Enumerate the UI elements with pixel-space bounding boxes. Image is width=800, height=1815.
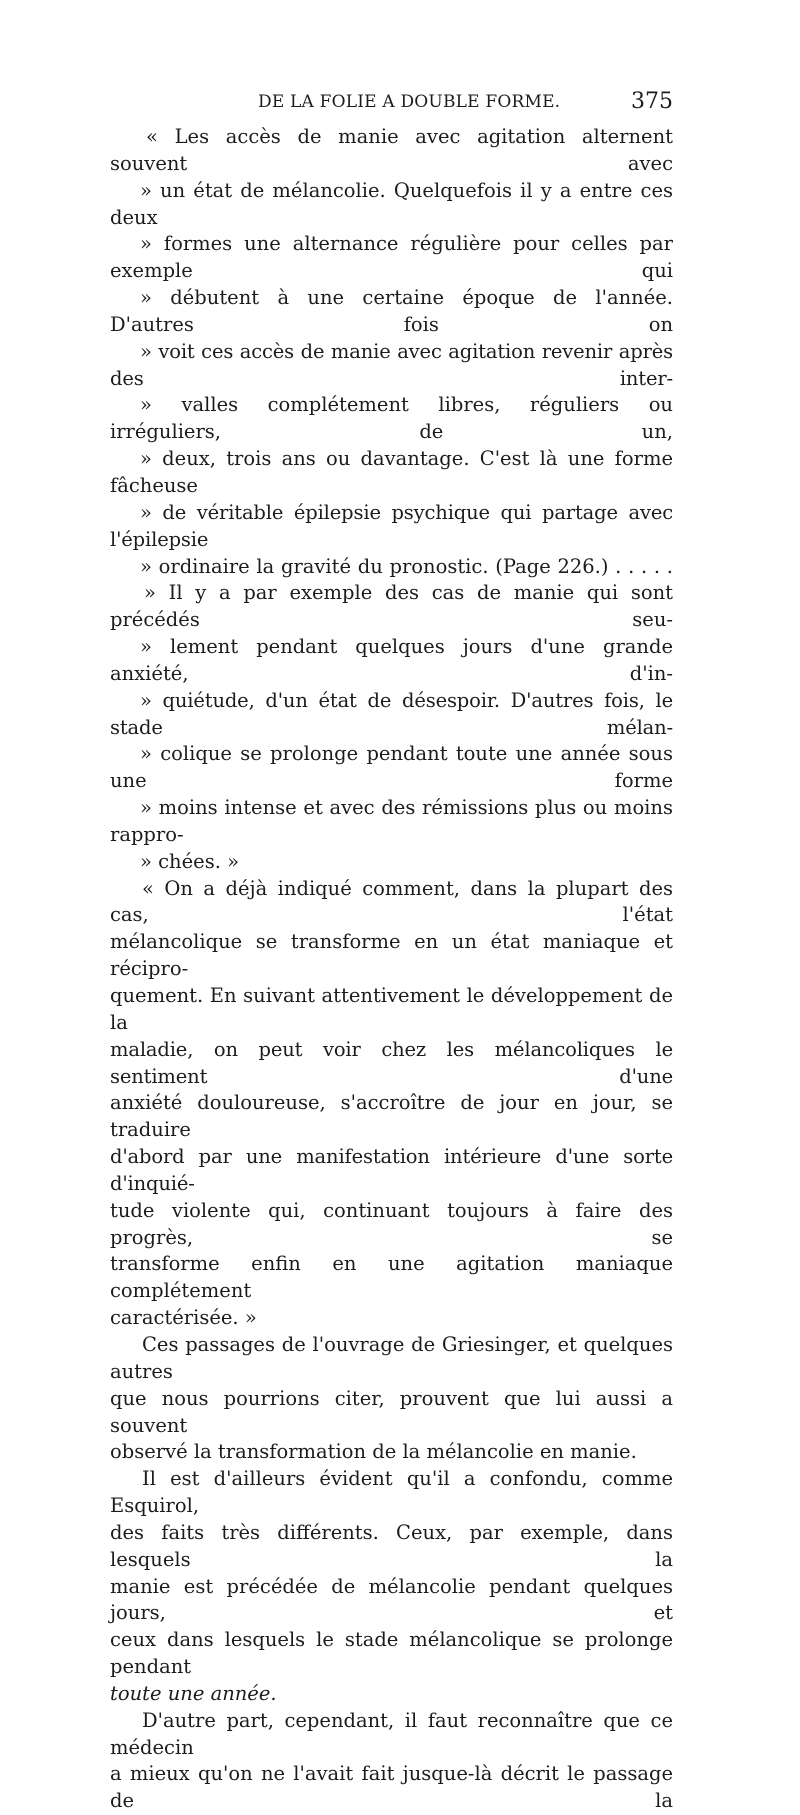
text-line: » débutent à une certaine époque de l'année. D'autres fois on — [110, 286, 673, 336]
text-line: caractérisée. » — [110, 1306, 257, 1330]
page-number: 375 — [631, 89, 673, 114]
text-line: manie est précédée de mélancolie pendant quelques jours, et — [110, 1574, 673, 1625]
text-line: Ces passages de l'ouvrage de Griesinger, et quelques autres — [110, 1332, 673, 1383]
text-line: » quiétude, d'un état de désespoir. D'autres fois, le stade mélan- — [110, 688, 673, 739]
text-line: » voit ces accès de manie avec agitation revenir après des inter- — [110, 339, 673, 390]
text-line: » Il y a par exemple des cas de manie qui sont précédés seu- — [110, 581, 673, 632]
text-line: a mieux qu'on ne l'avait fait jusque-là décrit le passage de la — [110, 1762, 673, 1813]
text-line: » formes une alternance régulière pour celles par exemple qui — [110, 232, 673, 283]
text-line: tude violente qui, continuant toujours à faire des progrès, se — [110, 1198, 673, 1249]
text-line: « Les accès de manie avec agitation alternent souvent avec — [110, 125, 673, 175]
running-title: DE LA FOLIE A DOUBLE FORME. — [258, 92, 561, 112]
text-line: » ordinaire la gravité du pronostic. (Page 226.) . . . . . — [140, 554, 673, 578]
text-line: » chées. » — [140, 849, 240, 873]
text-line: observé la transformation de la mélancolie en manie. — [110, 1440, 637, 1464]
page-header — [110, 89, 673, 122]
text-line: transforme enfin en une agitation maniaque complétement — [110, 1252, 673, 1303]
text-line: que nous pourrions citer, prouvent que lui aussi a souvent — [110, 1386, 673, 1437]
text-line: toute une année. — [110, 1681, 277, 1705]
text-line: « On a déjà indiqué comment, dans la plupart des cas, l'état — [110, 876, 673, 927]
text-line: mélancolique se transforme en un état maniaque et récipro- — [110, 930, 673, 981]
text-line: » un état de mélancolie. Quelquefois il y a entre ces deux — [110, 178, 673, 229]
text-line: » valles complétement libres, réguliers ou irréguliers, de un, — [110, 393, 673, 444]
text-line: » moins intense et avec des rémissions plus ou moins rappro- — [110, 796, 673, 846]
text-line: Il est d'ailleurs évident qu'il a confondu, comme Esquirol, — [110, 1467, 673, 1518]
text-line: d'abord par une manifestation intérieure d'une sorte d'inquié- — [110, 1145, 673, 1195]
text-line: maladie, on peut voir chez les mélancoliques le sentiment d'une — [110, 1037, 673, 1088]
text-line: D'autre part, cependant, il faut reconnaître que ce médecin — [110, 1708, 673, 1759]
text-line: » colique se prolonge pendant toute une année sous une forme — [110, 742, 673, 793]
text-line: » deux, trois ans ou davantage. C'est là une forme fâcheuse — [110, 447, 673, 497]
text-line: anxiété douloureuse, s'accroître de jour en jour, se traduire — [110, 1091, 673, 1142]
text-line: des faits très différents. Ceux, par exemple, dans lesquels la — [110, 1520, 673, 1571]
text-line: ceux dans lesquels le stade mélancolique se prolonge pendant — [110, 1628, 673, 1679]
text-line: quement. En suivant attentivement le développement de la — [110, 984, 673, 1034]
body-text — [110, 124, 673, 1815]
text-line: » de véritable épilepsie psychique qui partage avec l'épilepsie — [110, 500, 673, 551]
text-line: » lement pendant quelques jours d'une grande anxiété, d'in- — [110, 635, 673, 685]
